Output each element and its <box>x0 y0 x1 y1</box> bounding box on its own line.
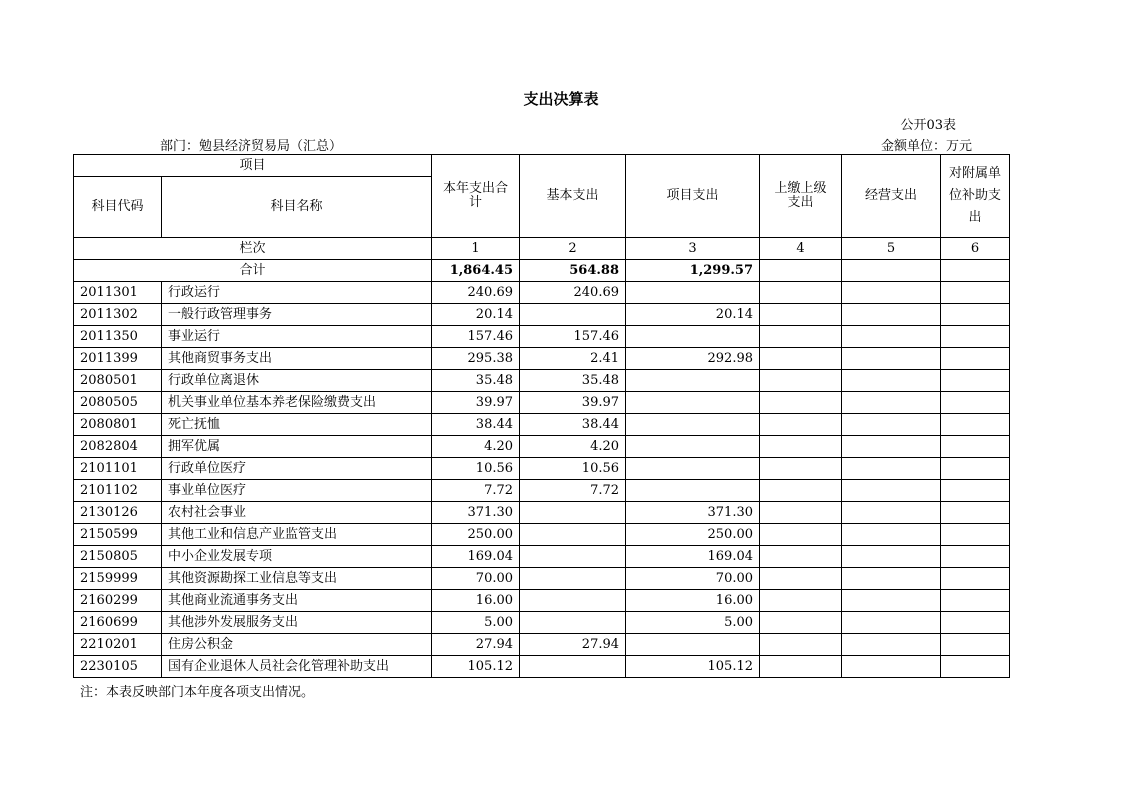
row-total: 250.00 <box>432 524 520 546</box>
table-row <box>74 590 1010 612</box>
row-project: 70.00 <box>626 568 760 590</box>
row-total: 38.44 <box>432 414 520 436</box>
row-basic: 39.97 <box>520 392 626 414</box>
row-remit <box>760 546 842 568</box>
table-row <box>74 612 1010 634</box>
row-code: 2011302 <box>74 304 162 326</box>
page-title: 支出决算表 <box>523 90 599 108</box>
row-project: 16.00 <box>626 590 760 612</box>
row-subsidy <box>941 392 1010 414</box>
totals-basic: 564.88 <box>520 260 626 282</box>
row-subsidy <box>941 304 1010 326</box>
header-subsidy: 对附属单位补助支出 <box>941 155 1010 238</box>
row-subsidy <box>941 656 1010 678</box>
row-name: 事业运行 <box>162 326 432 348</box>
row-remit <box>760 502 842 524</box>
row-code: 2230105 <box>74 656 162 678</box>
row-total: 10.56 <box>432 458 520 480</box>
row-name: 其他资源勘探工业信息等支出 <box>162 568 432 590</box>
row-project: 169.04 <box>626 546 760 568</box>
row-remit <box>760 634 842 656</box>
row-business <box>842 348 941 370</box>
row-basic: 240.69 <box>520 282 626 304</box>
row-code: 2160699 <box>74 612 162 634</box>
row-code: 2011350 <box>74 326 162 348</box>
row-total: 105.12 <box>432 656 520 678</box>
row-name: 事业单位医疗 <box>162 480 432 502</box>
row-code: 2080505 <box>74 392 162 414</box>
row-subsidy <box>941 370 1010 392</box>
row-code: 2150599 <box>74 524 162 546</box>
row-total: 16.00 <box>432 590 520 612</box>
row-subsidy <box>941 458 1010 480</box>
row-subsidy <box>941 326 1010 348</box>
header-name: 科目名称 <box>162 177 432 238</box>
header-remit: 上缴上级支出 <box>760 155 842 238</box>
row-project <box>626 634 760 656</box>
row-code: 2082804 <box>74 436 162 458</box>
row-name: 农村社会事业 <box>162 502 432 524</box>
row-code: 2011399 <box>74 348 162 370</box>
row-subsidy <box>941 612 1010 634</box>
row-total: 39.97 <box>432 392 520 414</box>
table-row <box>74 480 1010 502</box>
row-total: 7.72 <box>432 480 520 502</box>
row-total: 4.20 <box>432 436 520 458</box>
row-remit <box>760 348 842 370</box>
table-row <box>74 348 1010 370</box>
table-row <box>74 502 1010 524</box>
header-total: 本年支出合计 <box>432 155 520 238</box>
header-item: 项目 <box>74 155 432 177</box>
table-row <box>74 458 1010 480</box>
row-basic: 2.41 <box>520 348 626 370</box>
row-name: 其他涉外发展服务支出 <box>162 612 432 634</box>
row-remit <box>760 436 842 458</box>
row-basic: 4.20 <box>520 436 626 458</box>
row-business <box>842 282 941 304</box>
column-index-row <box>74 238 1010 260</box>
row-name: 行政运行 <box>162 282 432 304</box>
row-remit <box>760 370 842 392</box>
row-remit <box>760 524 842 546</box>
row-name: 行政单位离退休 <box>162 370 432 392</box>
row-total: 371.30 <box>432 502 520 524</box>
row-subsidy <box>941 282 1010 304</box>
row-business <box>842 392 941 414</box>
column-index-label: 栏次 <box>74 238 432 260</box>
row-business <box>842 502 941 524</box>
row-business <box>842 656 941 678</box>
column-index-5: 5 <box>842 238 941 260</box>
row-subsidy <box>941 546 1010 568</box>
table-row <box>74 414 1010 436</box>
row-remit <box>760 612 842 634</box>
row-business <box>842 304 941 326</box>
row-basic <box>520 656 626 678</box>
row-business <box>842 458 941 480</box>
row-remit <box>760 568 842 590</box>
header-row-item <box>74 155 1010 177</box>
expenditure-table <box>73 154 1010 678</box>
row-project: 250.00 <box>626 524 760 546</box>
row-name: 拥军优属 <box>162 436 432 458</box>
column-index-6: 6 <box>941 238 1010 260</box>
row-total: 35.48 <box>432 370 520 392</box>
row-basic: 10.56 <box>520 458 626 480</box>
row-project <box>626 370 760 392</box>
row-business <box>842 634 941 656</box>
row-code: 2150805 <box>74 546 162 568</box>
table-row <box>74 634 1010 656</box>
row-subsidy <box>941 414 1010 436</box>
row-total: 27.94 <box>432 634 520 656</box>
row-project <box>626 392 760 414</box>
form-number: 公开03表 <box>900 118 956 133</box>
table-row <box>74 392 1010 414</box>
row-business <box>842 480 941 502</box>
row-basic <box>520 524 626 546</box>
row-basic <box>520 546 626 568</box>
column-index-1: 1 <box>432 238 520 260</box>
row-business <box>842 612 941 634</box>
row-remit <box>760 392 842 414</box>
table-row <box>74 524 1010 546</box>
header-code: 科目代码 <box>74 177 162 238</box>
row-code: 2011301 <box>74 282 162 304</box>
row-total: 157.46 <box>432 326 520 348</box>
row-name: 其他商业流通事务支出 <box>162 590 432 612</box>
row-total: 295.38 <box>432 348 520 370</box>
row-project <box>626 436 760 458</box>
totals-remit <box>760 260 842 282</box>
row-name: 死亡抚恤 <box>162 414 432 436</box>
row-code: 2160299 <box>74 590 162 612</box>
row-total: 5.00 <box>432 612 520 634</box>
row-project <box>626 458 760 480</box>
row-subsidy <box>941 436 1010 458</box>
row-basic: 27.94 <box>520 634 626 656</box>
row-basic: 157.46 <box>520 326 626 348</box>
row-project: 20.14 <box>626 304 760 326</box>
row-project <box>626 282 760 304</box>
row-basic <box>520 502 626 524</box>
row-subsidy <box>941 502 1010 524</box>
row-basic <box>520 568 626 590</box>
row-total: 20.14 <box>432 304 520 326</box>
row-business <box>842 414 941 436</box>
amount-unit-label: 金额单位：万元 <box>880 139 972 154</box>
table-row <box>74 436 1010 458</box>
row-remit <box>760 414 842 436</box>
totals-project: 1,299.57 <box>626 260 760 282</box>
row-remit <box>760 590 842 612</box>
row-basic: 38.44 <box>520 414 626 436</box>
header-project: 项目支出 <box>626 155 760 238</box>
row-project <box>626 414 760 436</box>
column-index-2: 2 <box>520 238 626 260</box>
row-remit <box>760 282 842 304</box>
row-project: 371.30 <box>626 502 760 524</box>
row-business <box>842 590 941 612</box>
table-note: 注：本表反映部门本年度各项支出情况。 <box>80 685 315 700</box>
row-remit <box>760 458 842 480</box>
row-code: 2130126 <box>74 502 162 524</box>
row-business <box>842 524 941 546</box>
row-subsidy <box>941 524 1010 546</box>
row-name: 机关事业单位基本养老保险缴费支出 <box>162 392 432 414</box>
row-basic <box>520 304 626 326</box>
table-row <box>74 326 1010 348</box>
totals-subsidy <box>941 260 1010 282</box>
row-business <box>842 436 941 458</box>
row-remit <box>760 326 842 348</box>
row-basic <box>520 612 626 634</box>
row-name: 住房公积金 <box>162 634 432 656</box>
row-name: 其他工业和信息产业监管支出 <box>162 524 432 546</box>
row-name: 行政单位医疗 <box>162 458 432 480</box>
row-basic: 35.48 <box>520 370 626 392</box>
row-business <box>842 546 941 568</box>
row-code: 2159999 <box>74 568 162 590</box>
row-name: 国有企业退休人员社会化管理补助支出 <box>162 656 432 678</box>
row-total: 70.00 <box>432 568 520 590</box>
row-remit <box>760 656 842 678</box>
row-project <box>626 326 760 348</box>
row-business <box>842 326 941 348</box>
totals-business <box>842 260 941 282</box>
row-business <box>842 568 941 590</box>
table-row <box>74 370 1010 392</box>
row-name: 一般行政管理事务 <box>162 304 432 326</box>
row-code: 2080801 <box>74 414 162 436</box>
row-basic <box>520 590 626 612</box>
table-row <box>74 304 1010 326</box>
row-total: 240.69 <box>432 282 520 304</box>
row-subsidy <box>941 480 1010 502</box>
row-name: 中小企业发展专项 <box>162 546 432 568</box>
row-remit <box>760 304 842 326</box>
row-project: 5.00 <box>626 612 760 634</box>
table-row <box>74 656 1010 678</box>
row-subsidy <box>941 568 1010 590</box>
table-row <box>74 546 1010 568</box>
department-label: 部门：勉县经济贸易局（汇总） <box>160 139 343 154</box>
row-project: 292.98 <box>626 348 760 370</box>
row-project: 105.12 <box>626 656 760 678</box>
row-subsidy <box>941 348 1010 370</box>
row-project <box>626 480 760 502</box>
column-index-3: 3 <box>626 238 760 260</box>
header-basic: 基本支出 <box>520 155 626 238</box>
totals-row <box>74 260 1010 282</box>
totals-total: 1,864.45 <box>432 260 520 282</box>
header-business: 经营支出 <box>842 155 941 238</box>
row-subsidy <box>941 634 1010 656</box>
row-basic: 7.72 <box>520 480 626 502</box>
row-code: 2210201 <box>74 634 162 656</box>
table-row <box>74 282 1010 304</box>
row-code: 2080501 <box>74 370 162 392</box>
row-code: 2101102 <box>74 480 162 502</box>
row-name: 其他商贸事务支出 <box>162 348 432 370</box>
row-total: 169.04 <box>432 546 520 568</box>
column-index-4: 4 <box>760 238 842 260</box>
totals-label: 合计 <box>74 260 432 282</box>
table-row <box>74 568 1010 590</box>
row-business <box>842 370 941 392</box>
row-remit <box>760 480 842 502</box>
row-subsidy <box>941 590 1010 612</box>
row-code: 2101101 <box>74 458 162 480</box>
